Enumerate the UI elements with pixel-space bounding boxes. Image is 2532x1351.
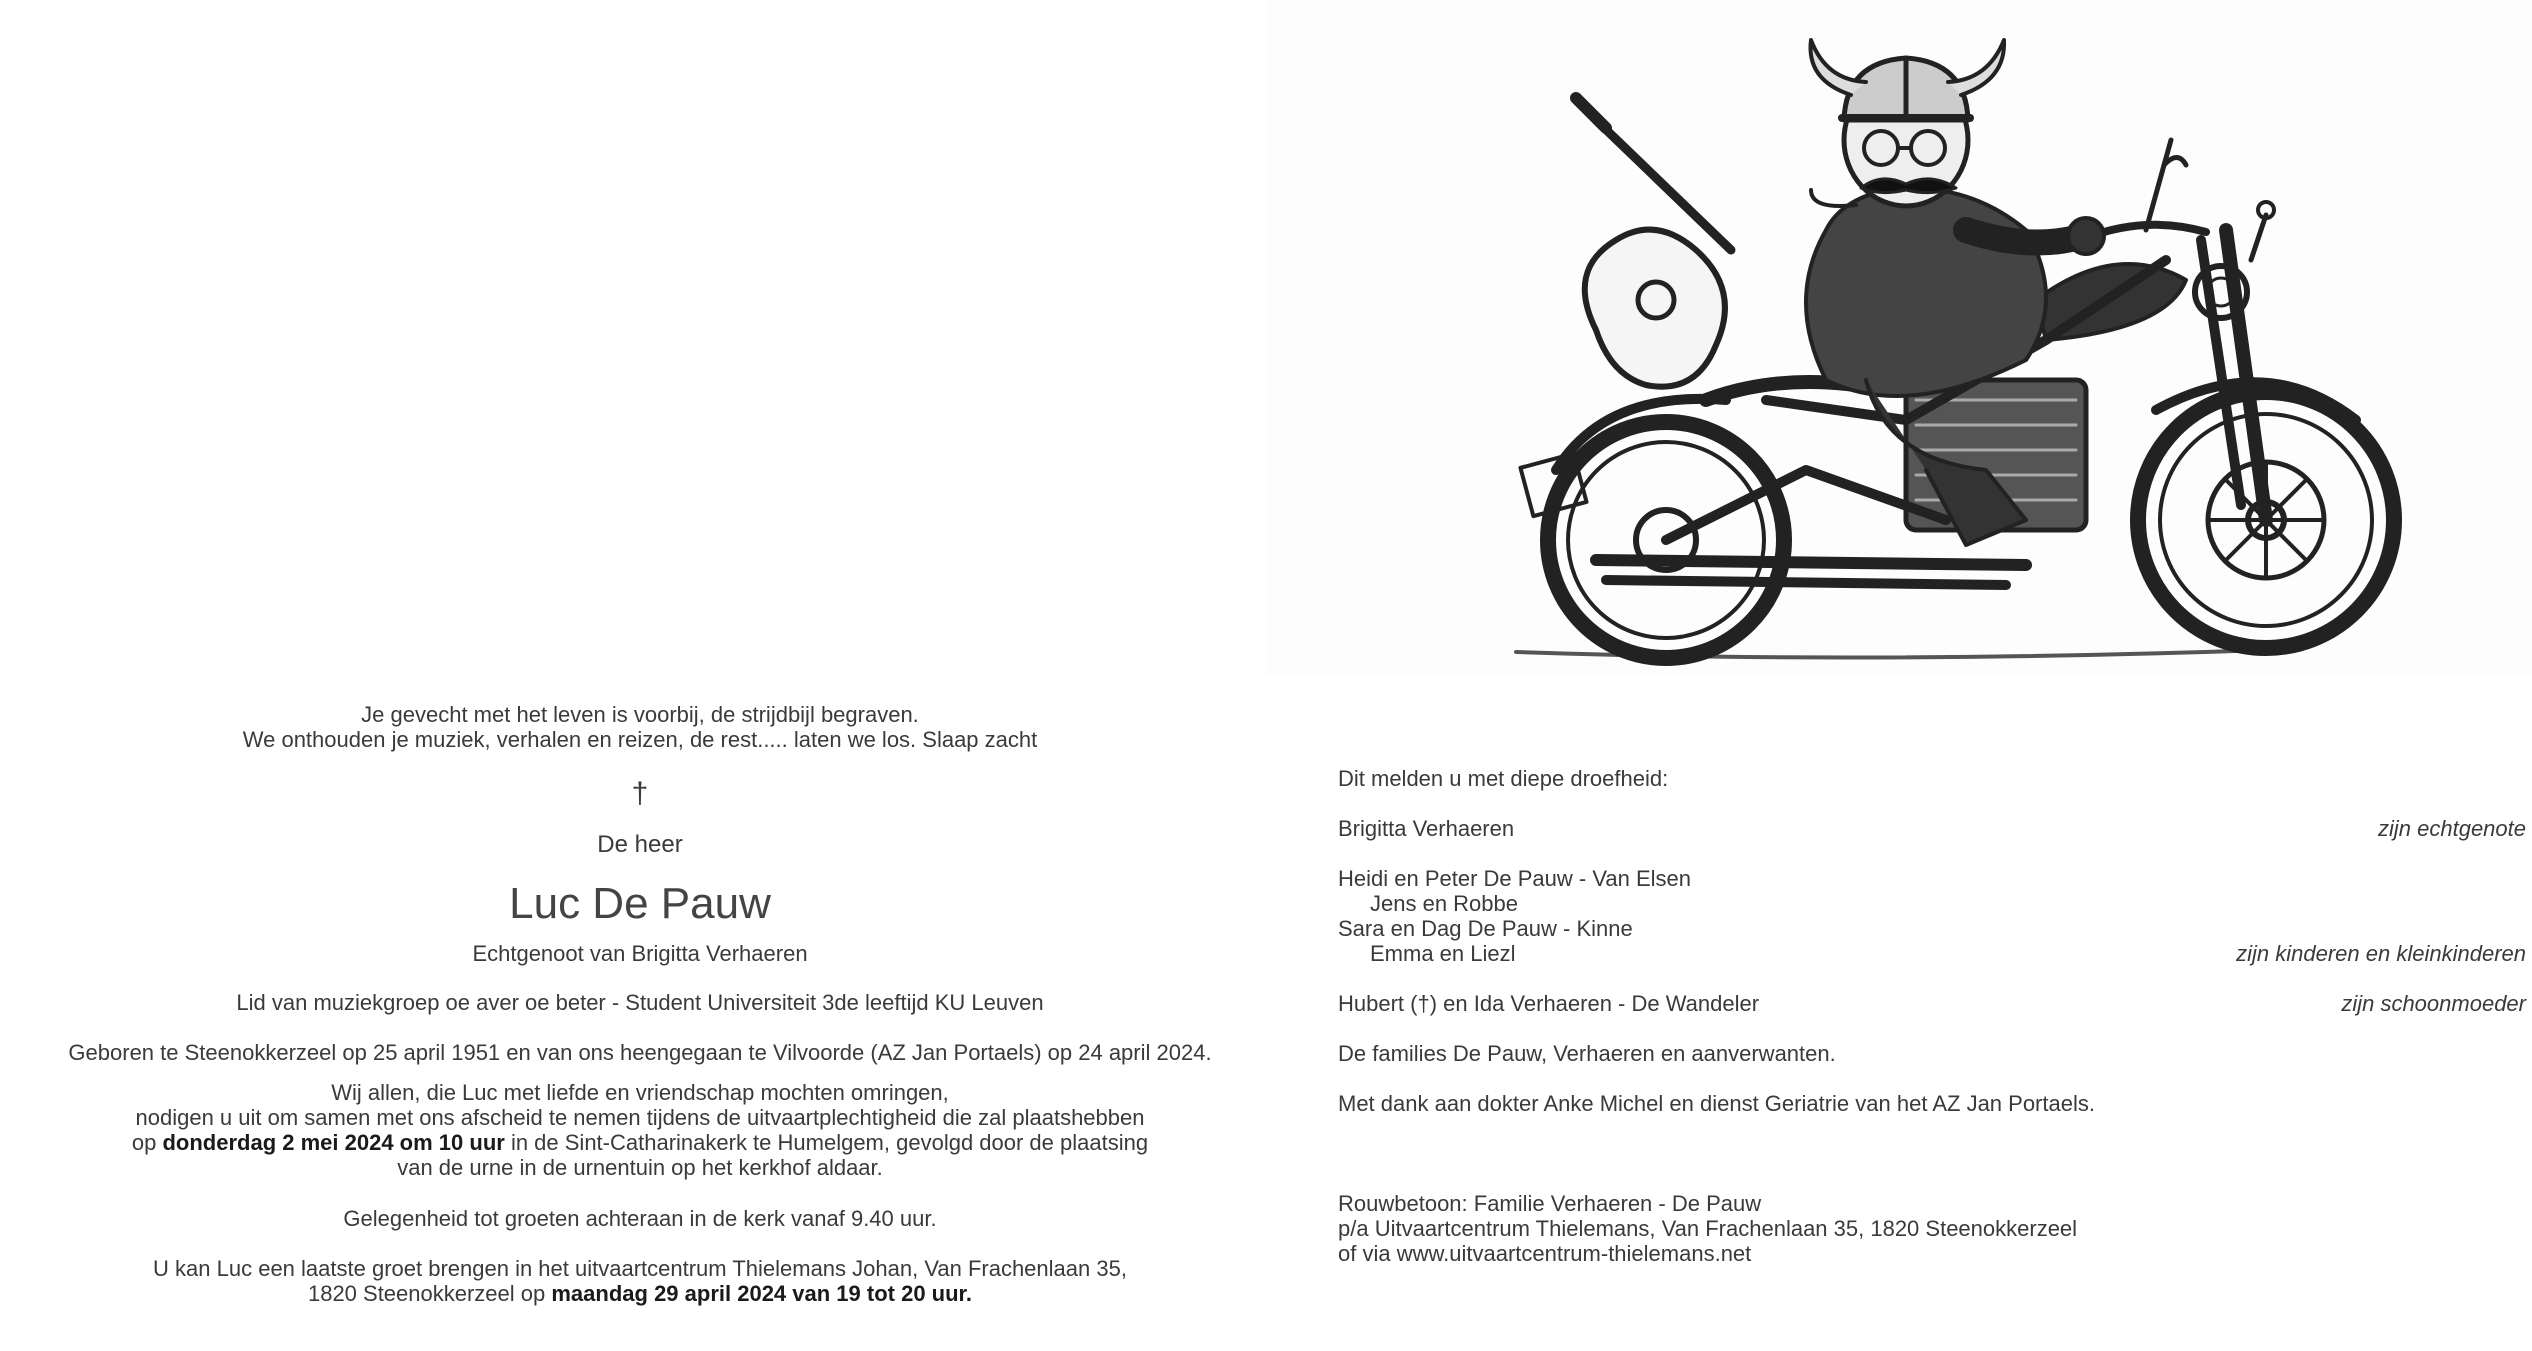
last-visit-pre: 1820 Steenokkerzeel op [307, 1281, 552, 1306]
last-visit-line-1: U kan Luc een laatste groet brengen in het uitvaartcentrum Thielemans Johan, Van Frachenlaan 35, [153, 1256, 1127, 1281]
memorial-quote [0, 702, 1280, 752]
quote-line-2: We onthouden je muziek, verhalen en reizen, de rest..... laten we los. Slaap zacht [242, 727, 1038, 752]
spouse-name: Brigitta Verhaeren [1338, 816, 1515, 841]
spouse-entry [1338, 816, 2526, 841]
invite-post: in de Sint-Catharinakerk te Humelgem, gevolgd door de plaatsing [504, 1130, 1149, 1155]
right-page [1266, 0, 2532, 1351]
honorific: De heer [597, 831, 683, 858]
child-1: Heidi en Peter De Pauw - Van Elsen [1338, 866, 1691, 891]
children-relation: zijn kinderen en kleinkinderen [2236, 941, 2526, 966]
announcement-intro: Dit melden u met diepe droefheid: [1338, 766, 1669, 791]
invite-line-4: van de urne in de urnentuin op het kerkhof aldaar. [397, 1155, 883, 1180]
families-line: De families De Pauw, Verhaeren en aanverwanten. [1338, 1041, 1836, 1066]
viking-biker-illustration [1266, 0, 2532, 676]
children-entry [1338, 941, 2526, 966]
last-visit [0, 1256, 1280, 1306]
visit-date: maandag 29 april 2024 van 19 tot 20 uur. [551, 1281, 973, 1306]
membership-line: Lid van muziekgroep oe aver oe beter - Student Universiteit 3de leeftijd KU Leuven [236, 990, 1044, 1015]
funeral-date: donderdag 2 mei 2024 om 10 uur [162, 1130, 505, 1155]
last-visit-line-2 [0, 1281, 1280, 1306]
deceased-name: Luc De Pauw [509, 879, 771, 928]
invite-line-1: Wij allen, die Luc met liefde en vriendschap mochten omringen, [331, 1080, 949, 1105]
grandchildren-1: Jens en Robbe [1370, 891, 1518, 916]
thanks-line: Met dank aan dokter Anke Michel en dienst Geriatrie van het AZ Jan Portaels. [1338, 1091, 2095, 1116]
grandchildren-2: Emma en Liezl [1370, 941, 1516, 966]
child-2: Sara en Dag De Pauw - Kinne [1338, 916, 1633, 941]
spouse-line: Echtgenoot van Brigitta Verhaeren [472, 941, 808, 966]
condolence-website: of via www.uitvaartcentrum-thielemans.net [1338, 1241, 1752, 1266]
quote-line-1: Je gevecht met het leven is voorbij, de strijdbijl begraven. [361, 702, 919, 727]
condolence-line-1: Rouwbetoon: Familie Verhaeren - De Pauw [1338, 1191, 1762, 1216]
cross-icon: † [631, 777, 649, 810]
invite-line-2: nodigen u uit om samen met ons afscheid te nemen tijdens de uitvaartplechtigheid die zal plaatshebben [135, 1105, 1145, 1130]
spouse-relation: zijn echtgenote [2378, 816, 2526, 841]
inlaws-name: Hubert (†) en Ida Verhaeren - De Wandeler [1338, 991, 1760, 1016]
inlaws-relation: zijn schoonmoeder [2341, 991, 2526, 1016]
funeral-invitation [0, 1080, 1280, 1180]
condolence-line-2: p/a Uitvaartcentrum Thielemans, Van Frachenlaan 35, 1820 Steenokkerzeel [1338, 1216, 2078, 1241]
invite-line-3 [0, 1130, 1280, 1155]
greeting-line: Gelegenheid tot groeten achteraan in de kerk vanaf 9.40 uur. [343, 1206, 937, 1231]
biker-sketch-icon [1266, 0, 2532, 676]
birth-death-line: Geboren te Steenokkerzeel op 25 april 1951 en van ons heengegaan te Vilvoorde (AZ Jan Portaels) op 24 april 2024. [68, 1040, 1212, 1065]
invite-pre: op [131, 1130, 163, 1155]
inlaws-entry [1338, 991, 2526, 1016]
condolence-address [1338, 1191, 2077, 1266]
